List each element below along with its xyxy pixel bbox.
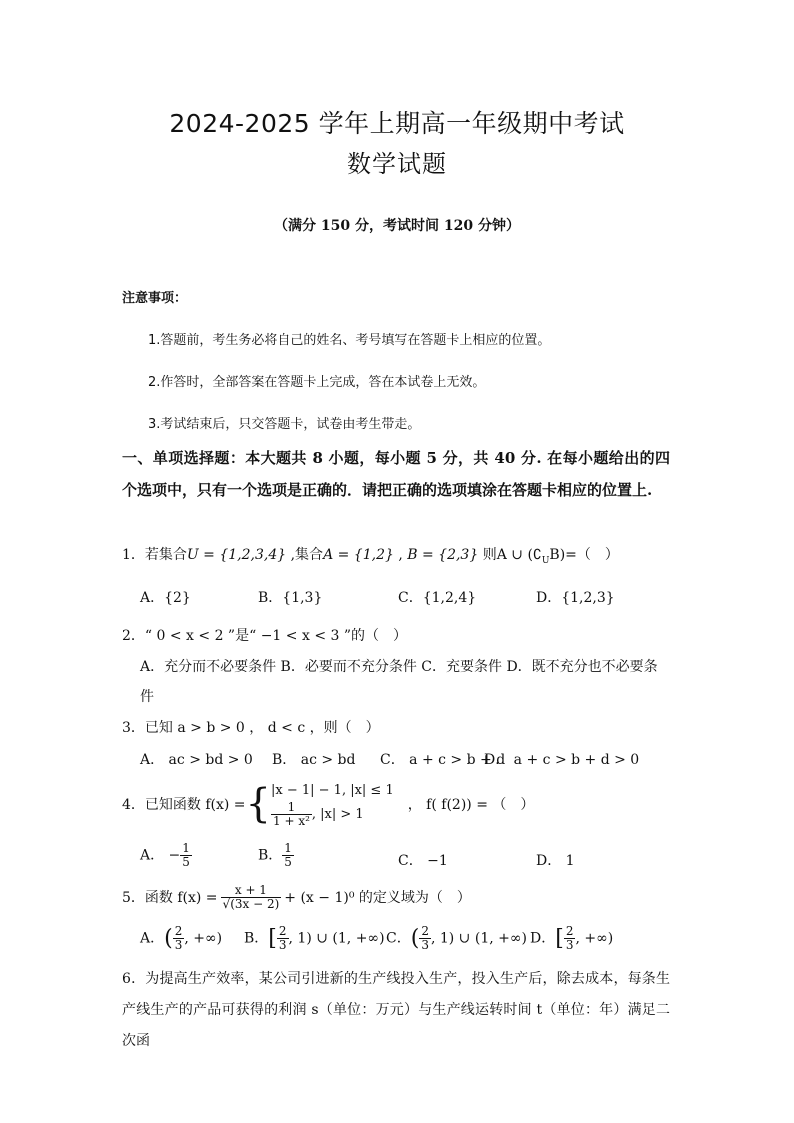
exam-score-time-note: （满分 150 分，考试时间 120 分钟） — [274, 218, 520, 234]
question-5-option-b: B．[ $\frac{2}{3}$ , 1) ∪ (1, +∞) — [244, 924, 385, 952]
question-3-stem: 3．已知 a > b > 0 ， d < c ，则（ ） — [122, 720, 380, 736]
question-4-option-d: D． 1 — [536, 853, 575, 869]
exam-title: 2024-2025 学年上期高一年级期中考试 — [169, 109, 625, 138]
question-5-option-d: D．[ $\frac{2}{3}$ , +∞) — [530, 924, 614, 952]
notice-heading: 注意事项： — [122, 291, 188, 306]
question-2-stem: 2．“ 0 < x < 2 ”是“ −1 < x < 3 ”的（ ） — [122, 628, 408, 644]
question-3-option-b: B． ac > bd — [272, 752, 356, 768]
notice-item-3: 3.考试结束后，只交答题卡，试卷由考生带走。 — [148, 417, 421, 432]
question-3-option-c: C． a + c > b + d — [380, 752, 506, 768]
question-5-option-c: C．( $\frac{2}{3}$ , 1) ∪ (1, +∞) — [386, 924, 527, 952]
exam-subject: 数学试题 — [347, 150, 447, 178]
question-1-option-c: C．{1,2,4} — [398, 590, 477, 606]
question-4-option-a: A． − $\frac{1}{5}$ — [140, 841, 190, 869]
piecewise-brace: { — [245, 781, 271, 827]
question-4-option-b: B． $\frac{1}{5}$ — [258, 841, 292, 869]
question-2-options-wrap: 件 — [140, 689, 154, 705]
question-1-stem: 1．若集合U = {1,2,3,4} ,集合A = {1,2} , B = {2,3} 则A ∪ $(∁_UB)=$（ ） — [122, 547, 619, 566]
notice-item-2: 2.作答时，全部答案在答题卡上完成，答在本试卷上无效。 — [148, 375, 486, 390]
question-4-stem: 4．已知函数 f(x) = { |x − 1| − 1, |x| ≤ 1 $\frac{1}{\text{1 + x²}}$ , |x| > 1 ， f( f(2)) = （ ） — [122, 781, 535, 828]
question-6-stem: 6．为提高生产效率，某公司引进新的生产线投入生产，投入生产后，除去成本，每条生产线生产的产品可获得的利润 s（单位：万元）与生产线运转时间 t（单位：年）满足二次函 — [122, 971, 670, 1049]
notice-item-1: 1.答题前，考生务必将自己的姓名、考号填写在答题卡上相应的位置。 — [148, 333, 551, 348]
question-3-option-a: A． ac > bd > 0 — [140, 752, 253, 768]
question-5-option-a: A．( $\frac{2}{3}$ , +∞) — [140, 924, 223, 952]
piecewise-cases: |x − 1| − 1, |x| ≤ 1 $\frac{1}{\text{1 + x²}}$ , |x| > 1 — [271, 782, 394, 828]
question-5-stem: 5．函数 f(x) = $\frac{x + 1}{√(3x - 2)}$ + (x − 1)⁰ 的定义域为（ ） — [122, 882, 471, 911]
question-4-option-c: C． −1 — [398, 853, 448, 869]
question-1-option-a: A．{2} — [140, 590, 191, 606]
question-1-option-d: D．{1,2,3} — [536, 590, 615, 606]
question-2-options: A．充分而不必要条件 B．必要而不充分条件 C．充要条件 D．既不充分也不必要条 — [140, 659, 658, 675]
question-1-option-b: B．{1,3} — [258, 590, 323, 606]
question-3-option-d: D． a + c > b + d > 0 — [484, 752, 640, 768]
section-one-instructions: 一、单项选择题：本大题共 8 小题，每小题 5 分，共 40 分. 在每小题给出的四个选项中，只有一个选项是正确的．请把正确的选项填涂在答题卡相应的位置上. — [122, 449, 670, 499]
